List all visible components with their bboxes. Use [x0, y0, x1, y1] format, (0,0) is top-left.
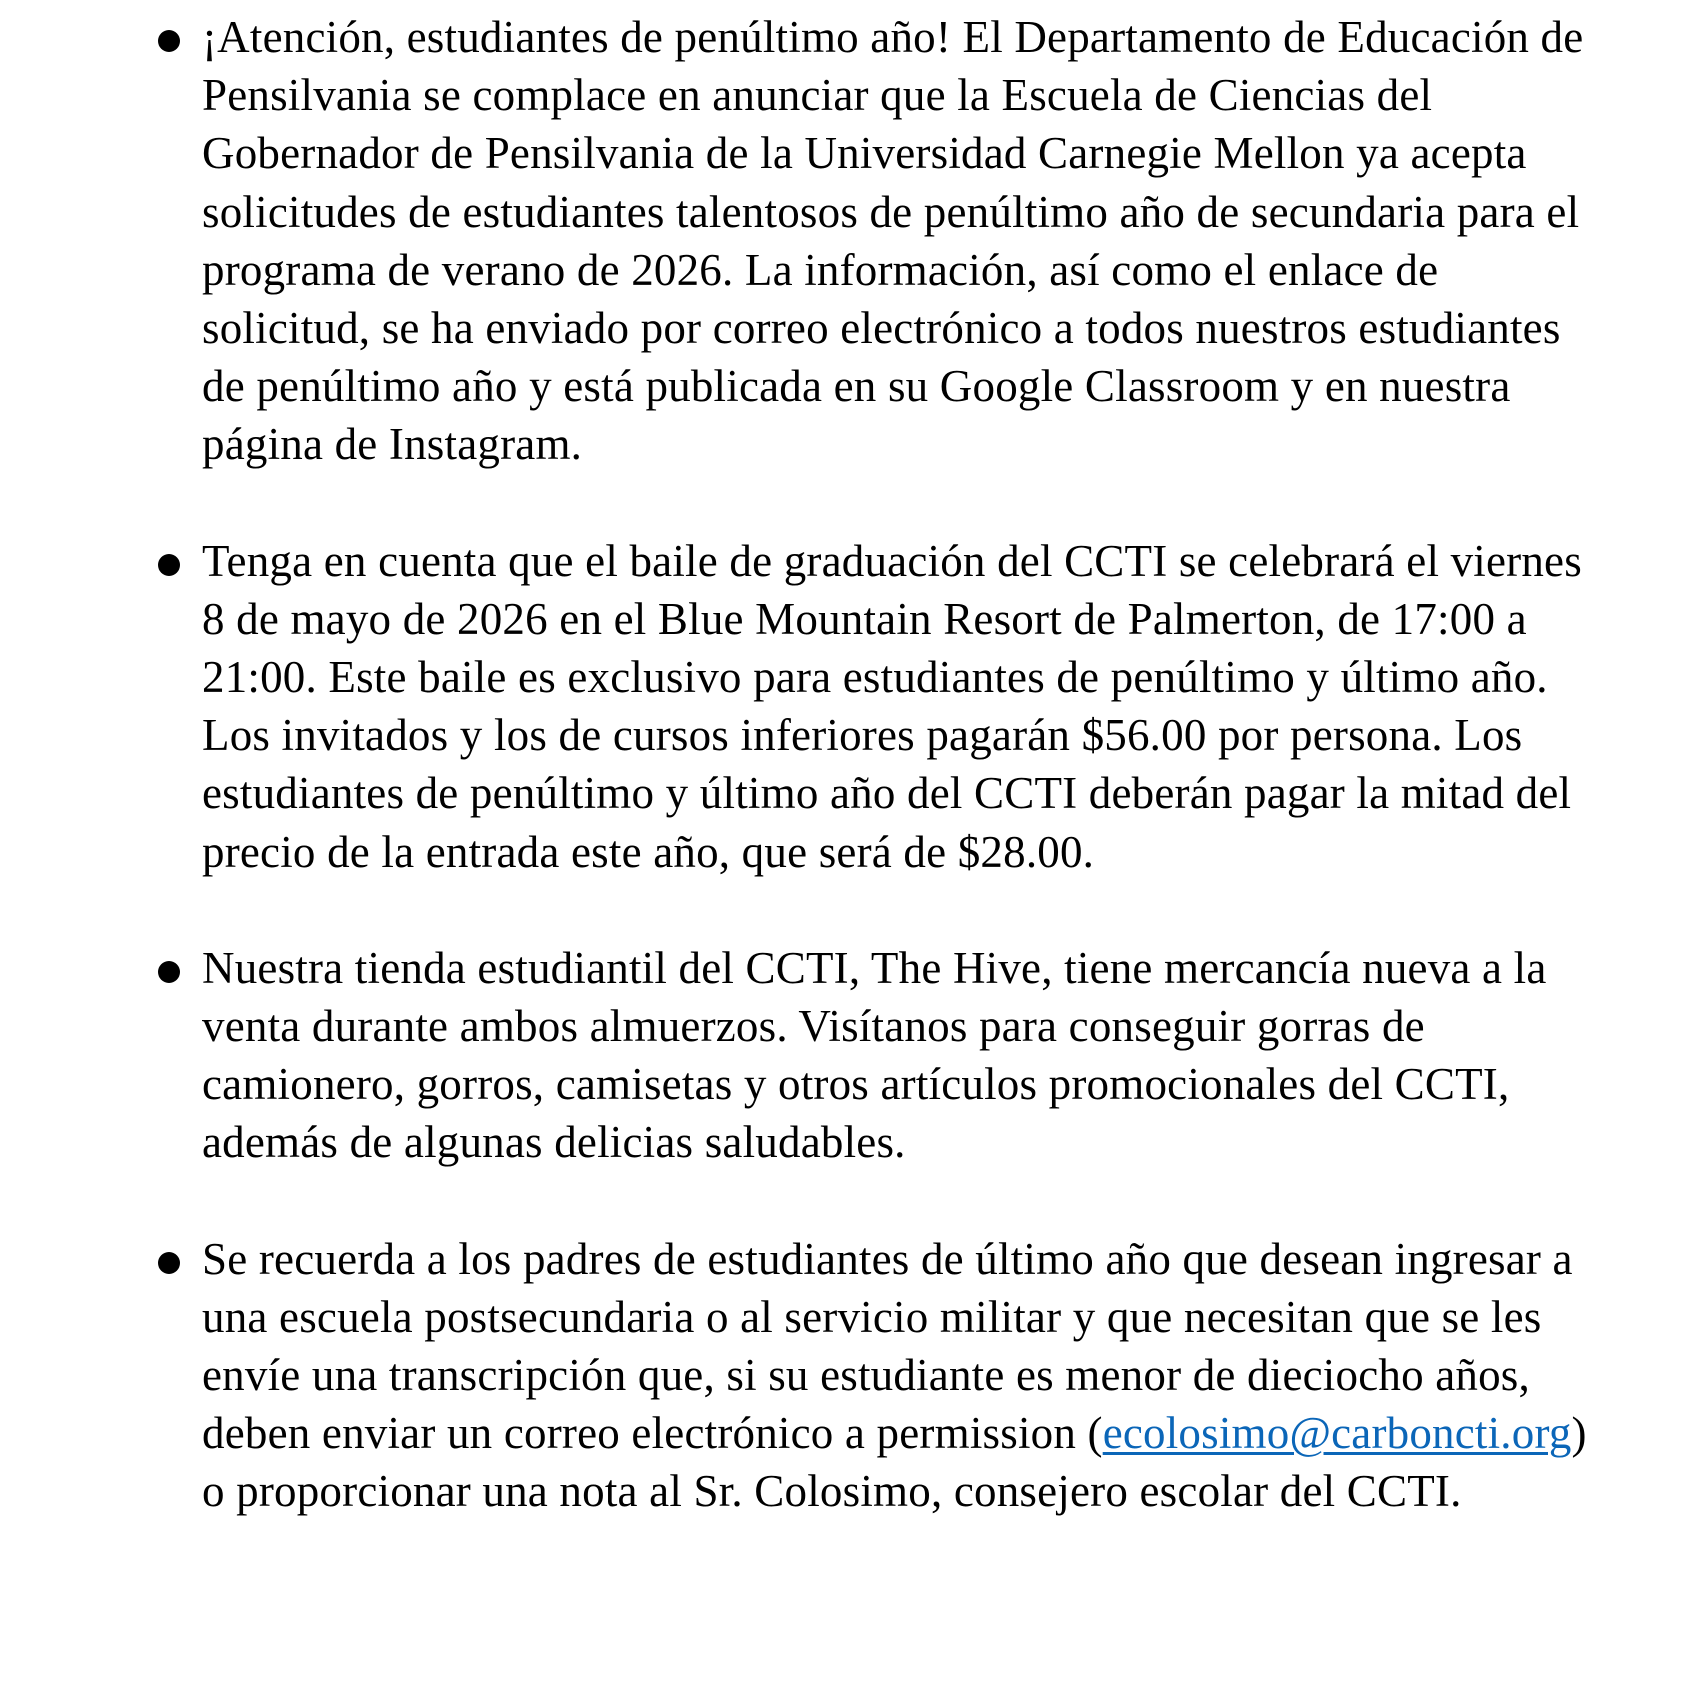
- announcement-text: ¡Atención, estudiantes de penúltimo año! El Departamento de Educación de Pensilvania se complace en anunciar que la Escuela de Ciencias del Gobernador de Pensilvania de la Universidad Carnegie Mellon ya acepta solicitudes de estudiantes talentosos de penúltimo año de secundaria para el programa de verano de 2026. La información, así como el enlace de solicitud, se ha enviado por correo electrónico a todos nuestros estudiantes de penúltimo año y está publicada en su Google Classroom y en nuestra página de Instagram.: [202, 12, 1584, 470]
- announcement-item-transcripts: [150, 1230, 1610, 1521]
- bullet-dot-icon: [158, 554, 180, 576]
- bullet-dot-icon: [158, 1252, 180, 1274]
- bullet-dot-icon: [158, 30, 180, 52]
- announcement-text: Nuestra tienda estudiantil del CCTI, The Hive, tiene mercancía nueva a la venta durante ambos almuerzos. Visítanos para conseguir gorras de camionero, gorros, camisetas y otros artículos promocionales del CCTI, además de algunas delicias saludables.: [202, 942, 1547, 1168]
- email-link[interactable]: ecolosimo@carboncti.org: [1102, 1408, 1572, 1459]
- announcement-text: Tenga en cuenta que el baile de graduación del CCTI se celebrará el viernes 8 de mayo de 2026 en el Blue Mountain Resort de Palmerton, de 17:00 a 21:00. Este baile es exclusivo para estudiantes de penúltimo y último año. Los invitados y los de cursos inferiores pagarán $56.00 por persona. Los estudiantes de penúltimo y último año del CCTI deberán pagar la mitad del precio de la entrada este año, que será de $28.00.: [202, 535, 1582, 877]
- announcement-list: [150, 8, 1610, 1579]
- announcement-item-junior-science-school: [150, 8, 1610, 474]
- announcement-text-before-link: Se recuerda a los padres de estudiantes de último año que desean ingresar a una escuela postsecundaria o al servicio militar y que necesitan que se les envíe una transcripción que, si su estudiante es menor de dieciocho años, deben enviar un correo electrónico a permission (: [202, 1233, 1573, 1459]
- announcement-item-prom: [150, 532, 1610, 881]
- announcement-item-school-store: [150, 939, 1610, 1172]
- bullet-dot-icon: [158, 961, 180, 983]
- announcement-text-after-link: ) o proporcionar una nota al Sr. Colosimo, consejero escolar del CCTI.: [202, 1408, 1587, 1517]
